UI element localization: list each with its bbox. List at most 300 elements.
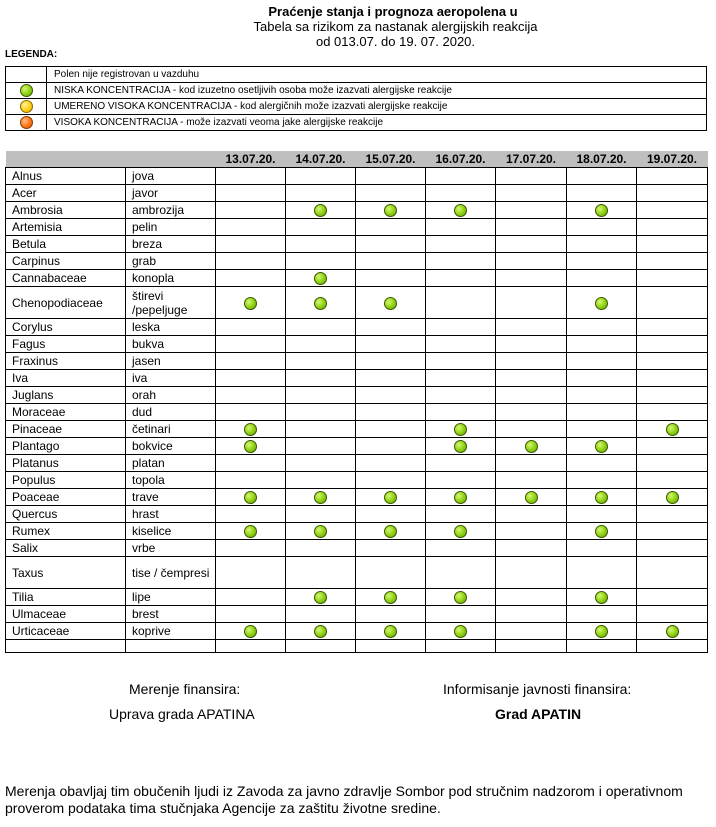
concentration-cell: [637, 489, 708, 506]
legend-row: [6, 67, 707, 83]
concentration-cell: [216, 336, 286, 353]
table-row: [6, 455, 708, 472]
concentration-cell: [426, 253, 496, 270]
local-name-cell: lipe: [126, 589, 216, 606]
low-concentration-dot-icon: [525, 491, 538, 504]
concentration-cell: [637, 421, 708, 438]
low-concentration-dot-icon: [595, 625, 608, 638]
local-name-cell: ambrozija: [126, 202, 216, 219]
low-concentration-dot-icon: [595, 204, 608, 217]
high-concentration-dot-icon: [20, 116, 33, 129]
local-name-cell: bokvice: [126, 438, 216, 455]
funding-right-value: Grad APATIN: [495, 706, 582, 722]
concentration-cell: [426, 472, 496, 489]
concentration-cell: [637, 455, 708, 472]
empty-cell: [637, 640, 708, 653]
latin-name-cell: Carpinus: [6, 253, 126, 270]
legend-swatch: [6, 67, 47, 83]
table-row: [6, 287, 708, 319]
concentration-cell: [637, 202, 708, 219]
latin-name-cell: Plantago: [6, 438, 126, 455]
local-name-cell: javor: [126, 185, 216, 202]
local-name-cell: breza: [126, 236, 216, 253]
concentration-cell: [286, 336, 356, 353]
concentration-cell: [356, 438, 426, 455]
latin-name-cell: Salix: [6, 540, 126, 557]
concentration-cell: [356, 623, 426, 640]
local-name-cell: četinari: [126, 421, 216, 438]
concentration-cell: [356, 421, 426, 438]
table-row: [6, 168, 708, 185]
concentration-cell: [426, 623, 496, 640]
latin-name-cell: Betula: [6, 236, 126, 253]
table-row: [6, 472, 708, 489]
latin-name-cell: Moraceae: [6, 404, 126, 421]
concentration-cell: [286, 387, 356, 404]
latin-name-cell: Populus: [6, 472, 126, 489]
concentration-cell: [426, 168, 496, 185]
mid-concentration-dot-icon: [20, 100, 33, 113]
low-concentration-dot-icon: [595, 440, 608, 453]
concentration-cell: [356, 270, 426, 287]
concentration-cell: [426, 606, 496, 623]
low-concentration-dot-icon: [314, 272, 327, 285]
concentration-cell: [567, 353, 637, 370]
concentration-cell: [567, 472, 637, 489]
concentration-cell: [216, 168, 286, 185]
date-header: 15.07.20.: [356, 151, 426, 168]
concentration-cell: [356, 202, 426, 219]
local-name-cell: kiselice: [126, 523, 216, 540]
legend-title: LEGENDA:: [5, 49, 58, 60]
funding-right-label: Informisanje javnosti finansira:: [443, 681, 632, 697]
low-concentration-dot-icon: [244, 525, 257, 538]
table-row: [6, 236, 708, 253]
concentration-cell: [216, 353, 286, 370]
latin-name-cell: Ulmaceae: [6, 606, 126, 623]
concentration-cell: [286, 236, 356, 253]
concentration-cell: [567, 506, 637, 523]
table-row: [6, 185, 708, 202]
concentration-cell: [567, 168, 637, 185]
concentration-cell: [286, 219, 356, 236]
concentration-cell: [216, 506, 286, 523]
concentration-cell: [637, 557, 708, 589]
concentration-cell: [496, 287, 567, 319]
concentration-cell: [356, 523, 426, 540]
concentration-cell: [567, 404, 637, 421]
concentration-cell: [567, 185, 637, 202]
concentration-cell: [496, 589, 567, 606]
empty-row: [6, 640, 708, 653]
table-row: [6, 421, 708, 438]
concentration-cell: [567, 421, 637, 438]
concentration-cell: [567, 270, 637, 287]
funding-left-label: Merenje finansira:: [129, 681, 241, 697]
concentration-cell: [356, 185, 426, 202]
concentration-cell: [496, 319, 567, 336]
concentration-cell: [637, 319, 708, 336]
low-concentration-dot-icon: [595, 297, 608, 310]
low-concentration-dot-icon: [384, 591, 397, 604]
table-row: [6, 506, 708, 523]
table-row: [6, 404, 708, 421]
concentration-cell: [286, 287, 356, 319]
concentration-cell: [286, 589, 356, 606]
concentration-cell: [567, 202, 637, 219]
concentration-cell: [637, 387, 708, 404]
concentration-cell: [496, 270, 567, 287]
latin-name-cell: Iva: [6, 370, 126, 387]
low-concentration-dot-icon: [454, 525, 467, 538]
concentration-cell: [426, 270, 496, 287]
local-name-cell: jova: [126, 168, 216, 185]
table-row: [6, 438, 708, 455]
table-row: [6, 319, 708, 336]
concentration-cell: [356, 557, 426, 589]
concentration-cell: [216, 540, 286, 557]
low-concentration-dot-icon: [384, 625, 397, 638]
latin-name-cell: Tilia: [6, 589, 126, 606]
concentration-cell: [216, 236, 286, 253]
concentration-cell: [637, 506, 708, 523]
concentration-cell: [496, 168, 567, 185]
legend-row: [6, 115, 707, 131]
concentration-cell: [637, 472, 708, 489]
low-concentration-dot-icon: [454, 625, 467, 638]
concentration-cell: [286, 202, 356, 219]
concentration-cell: [426, 319, 496, 336]
document-title: Praćenje stanja i prognoza aeropolena u: [268, 4, 518, 19]
concentration-cell: [426, 421, 496, 438]
concentration-cell: [286, 506, 356, 523]
table-row: [6, 219, 708, 236]
latin-name-cell: Rumex: [6, 523, 126, 540]
concentration-cell: [637, 589, 708, 606]
concentration-cell: [286, 185, 356, 202]
legend-swatch: [6, 83, 47, 99]
concentration-cell: [496, 623, 567, 640]
concentration-cell: [286, 270, 356, 287]
table-row: [6, 370, 708, 387]
concentration-cell: [216, 387, 286, 404]
concentration-cell: [286, 370, 356, 387]
table-row: [6, 489, 708, 506]
date-header: 16.07.20.: [426, 151, 496, 168]
concentration-cell: [496, 606, 567, 623]
concentration-cell: [567, 287, 637, 319]
concentration-cell: [356, 506, 426, 523]
legend-text: VISOKA KONCENTRACIJA - može izazvati veoma jake alergijske reakcije: [47, 115, 707, 131]
legend-text: NISKA KONCENTRACIJA - kod izuzetno osetljivih osoba može izazvati alergijske reakcije: [47, 83, 707, 99]
latin-name-cell: Ambrosia: [6, 202, 126, 219]
concentration-cell: [356, 387, 426, 404]
local-name-cell: jasen: [126, 353, 216, 370]
concentration-cell: [286, 253, 356, 270]
low-concentration-dot-icon: [314, 525, 327, 538]
table-row: [6, 540, 708, 557]
legend-text: UMERENO VISOKA KONCENTRACIJA - kod alergičnih može izazvati alergijske reakcije: [47, 99, 707, 115]
concentration-cell: [496, 353, 567, 370]
latin-name-cell: Taxus: [6, 557, 126, 589]
low-concentration-dot-icon: [666, 625, 679, 638]
table-row: [6, 202, 708, 219]
low-concentration-dot-icon: [244, 491, 257, 504]
concentration-cell: [286, 489, 356, 506]
concentration-cell: [216, 319, 286, 336]
concentration-cell: [637, 185, 708, 202]
low-concentration-dot-icon: [525, 440, 538, 453]
date-header-row: [6, 151, 708, 168]
legend-row: [6, 99, 707, 115]
empty-cell: [126, 640, 216, 653]
concentration-cell: [286, 168, 356, 185]
concentration-cell: [426, 455, 496, 472]
date-header: 18.07.20.: [567, 151, 637, 168]
latin-name-cell: Alnus: [6, 168, 126, 185]
document-period: od 013.07. do 19. 07. 2020.: [315, 34, 476, 49]
concentration-cell: [637, 270, 708, 287]
concentration-cell: [286, 353, 356, 370]
concentration-cell: [286, 557, 356, 589]
table-row: [6, 387, 708, 404]
low-concentration-dot-icon: [384, 297, 397, 310]
local-name-cell: bukva: [126, 336, 216, 353]
local-name-cell: hrast: [126, 506, 216, 523]
low-concentration-dot-icon: [384, 491, 397, 504]
table-row: [6, 336, 708, 353]
concentration-cell: [356, 472, 426, 489]
concentration-cell: [426, 219, 496, 236]
concentration-cell: [356, 253, 426, 270]
concentration-cell: [356, 319, 426, 336]
low-concentration-dot-icon: [314, 297, 327, 310]
concentration-cell: [567, 236, 637, 253]
concentration-cell: [426, 185, 496, 202]
concentration-cell: [286, 623, 356, 640]
concentration-cell: [637, 253, 708, 270]
concentration-cell: [286, 540, 356, 557]
latin-name-cell: Poaceae: [6, 489, 126, 506]
concentration-cell: [216, 589, 286, 606]
concentration-cell: [286, 319, 356, 336]
concentration-cell: [637, 523, 708, 540]
concentration-cell: [567, 540, 637, 557]
low-concentration-dot-icon: [244, 625, 257, 638]
document-subtitle: Tabela sa rizikom za nastanak alergijskih reakcija: [253, 19, 538, 34]
local-name-cell: brest: [126, 606, 216, 623]
concentration-cell: [426, 589, 496, 606]
empty-cell: [496, 640, 567, 653]
concentration-cell: [286, 438, 356, 455]
concentration-cell: [356, 168, 426, 185]
latin-name-cell: Quercus: [6, 506, 126, 523]
concentration-cell: [216, 253, 286, 270]
concentration-cell: [567, 336, 637, 353]
latin-name-cell: Artemisia: [6, 219, 126, 236]
empty-cell: [426, 640, 496, 653]
date-header: 19.07.20.: [637, 151, 708, 168]
concentration-cell: [637, 606, 708, 623]
local-name-cell: tise / čempresi: [126, 557, 216, 589]
local-name-cell: grab: [126, 253, 216, 270]
local-name-cell: konopla: [126, 270, 216, 287]
local-name-cell: koprive: [126, 623, 216, 640]
concentration-cell: [216, 472, 286, 489]
concentration-cell: [356, 287, 426, 319]
table-row: [6, 557, 708, 589]
low-concentration-dot-icon: [454, 591, 467, 604]
concentration-cell: [637, 236, 708, 253]
concentration-cell: [567, 557, 637, 589]
concentration-cell: [356, 540, 426, 557]
local-name-cell: topola: [126, 472, 216, 489]
latin-name-cell: Juglans: [6, 387, 126, 404]
legend-swatch: [6, 115, 47, 131]
concentration-cell: [216, 219, 286, 236]
low-concentration-dot-icon: [314, 491, 327, 504]
concentration-cell: [426, 336, 496, 353]
low-concentration-dot-icon: [454, 423, 467, 436]
concentration-cell: [286, 472, 356, 489]
local-name-cell: platan: [126, 455, 216, 472]
local-name-cell: trave: [126, 489, 216, 506]
low-concentration-dot-icon: [244, 297, 257, 310]
empty-cell: [356, 640, 426, 653]
concentration-cell: [496, 404, 567, 421]
concentration-cell: [567, 489, 637, 506]
concentration-cell: [426, 353, 496, 370]
low-concentration-dot-icon: [314, 625, 327, 638]
local-name-cell: dud: [126, 404, 216, 421]
latin-name-cell: Urticaceae: [6, 623, 126, 640]
concentration-cell: [637, 287, 708, 319]
low-concentration-dot-icon: [666, 491, 679, 504]
concentration-cell: [567, 370, 637, 387]
empty-cell: [6, 640, 126, 653]
header-blank-cell: [126, 151, 216, 168]
concentration-cell: [496, 438, 567, 455]
table-row: [6, 606, 708, 623]
low-concentration-dot-icon: [20, 84, 33, 97]
concentration-cell: [356, 219, 426, 236]
concentration-cell: [216, 455, 286, 472]
low-concentration-dot-icon: [454, 440, 467, 453]
latin-name-cell: Pinaceae: [6, 421, 126, 438]
concentration-cell: [426, 557, 496, 589]
concentration-cell: [426, 370, 496, 387]
latin-name-cell: Corylus: [6, 319, 126, 336]
concentration-cell: [216, 557, 286, 589]
local-name-cell: leska: [126, 319, 216, 336]
date-header: 14.07.20.: [286, 151, 356, 168]
concentration-cell: [567, 387, 637, 404]
concentration-cell: [637, 353, 708, 370]
low-concentration-dot-icon: [454, 204, 467, 217]
concentration-cell: [567, 438, 637, 455]
concentration-cell: [286, 404, 356, 421]
concentration-cell: [567, 253, 637, 270]
funding-left-value: Uprava grada APATINA: [109, 706, 255, 722]
table-row: [6, 353, 708, 370]
concentration-cell: [567, 523, 637, 540]
concentration-cell: [216, 421, 286, 438]
concentration-cell: [496, 540, 567, 557]
low-concentration-dot-icon: [595, 491, 608, 504]
concentration-cell: [216, 370, 286, 387]
latin-name-cell: Acer: [6, 185, 126, 202]
concentration-cell: [426, 236, 496, 253]
concentration-cell: [567, 219, 637, 236]
concentration-cell: [637, 438, 708, 455]
legend-table: [5, 66, 707, 131]
concentration-cell: [496, 236, 567, 253]
table-row: [6, 253, 708, 270]
concentration-cell: [567, 606, 637, 623]
concentration-cell: [426, 404, 496, 421]
concentration-cell: [356, 455, 426, 472]
concentration-cell: [426, 287, 496, 319]
concentration-cell: [496, 370, 567, 387]
empty-cell: [286, 640, 356, 653]
concentration-cell: [637, 404, 708, 421]
local-name-cell: štirevi /pepeljuge: [126, 287, 216, 319]
concentration-cell: [496, 387, 567, 404]
concentration-cell: [496, 421, 567, 438]
concentration-cell: [286, 421, 356, 438]
concentration-cell: [286, 455, 356, 472]
concentration-cell: [216, 287, 286, 319]
date-header: 17.07.20.: [496, 151, 567, 168]
concentration-cell: [426, 489, 496, 506]
concentration-cell: [496, 472, 567, 489]
concentration-cell: [216, 404, 286, 421]
concentration-cell: [637, 370, 708, 387]
concentration-cell: [426, 506, 496, 523]
concentration-cell: [356, 336, 426, 353]
empty-cell: [567, 640, 637, 653]
concentration-cell: [496, 202, 567, 219]
concentration-cell: [426, 523, 496, 540]
pollen-table: [5, 151, 708, 653]
concentration-cell: [637, 219, 708, 236]
latin-name-cell: Platanus: [6, 455, 126, 472]
concentration-cell: [496, 185, 567, 202]
concentration-cell: [286, 606, 356, 623]
concentration-cell: [496, 557, 567, 589]
low-concentration-dot-icon: [384, 204, 397, 217]
date-header: 13.07.20.: [216, 151, 286, 168]
concentration-cell: [496, 506, 567, 523]
concentration-cell: [567, 455, 637, 472]
concentration-cell: [567, 589, 637, 606]
concentration-cell: [216, 438, 286, 455]
concentration-cell: [426, 438, 496, 455]
concentration-cell: [637, 540, 708, 557]
low-concentration-dot-icon: [244, 423, 257, 436]
concentration-cell: [286, 523, 356, 540]
concentration-cell: [216, 202, 286, 219]
concentration-cell: [216, 523, 286, 540]
table-row: [6, 270, 708, 287]
low-concentration-dot-icon: [314, 204, 327, 217]
concentration-cell: [637, 336, 708, 353]
concentration-cell: [356, 236, 426, 253]
concentration-cell: [496, 489, 567, 506]
concentration-cell: [356, 589, 426, 606]
local-name-cell: vrbe: [126, 540, 216, 557]
concentration-cell: [216, 489, 286, 506]
